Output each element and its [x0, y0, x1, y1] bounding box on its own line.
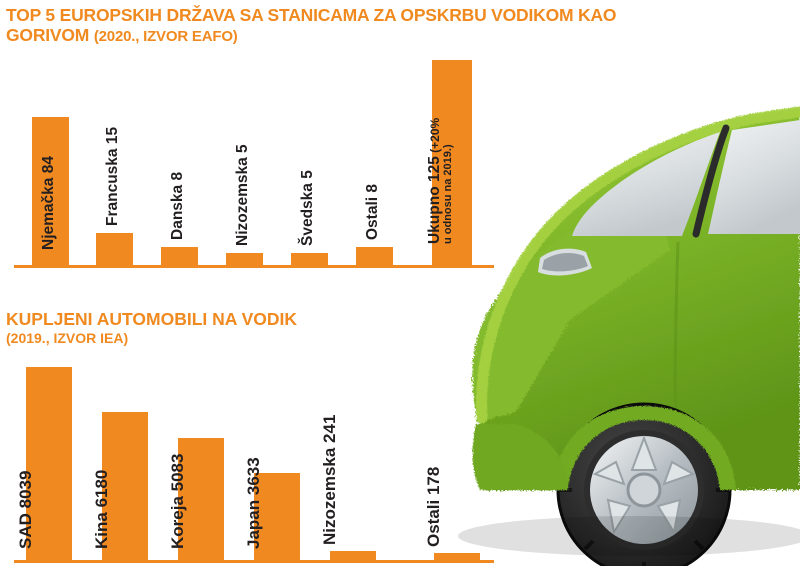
- chart1-label-nizozemska: Nizozemska 5: [234, 144, 251, 246]
- chart2-bar-nizozemska: [330, 551, 376, 560]
- chart2-source: (2019., IZVOR IEA): [6, 329, 129, 346]
- chart2-label-japan: Japan 3633: [244, 457, 263, 549]
- green-grass-car-illustration: [420, 20, 800, 566]
- chart2-label-ostali: Ostali 178: [424, 466, 443, 547]
- chart1-source: (2020., IZVOR EAFO): [93, 27, 238, 45]
- chart2-label-kina: Kina 6180: [92, 469, 111, 549]
- chart2-label-nizozemska: Nizozemska 241: [320, 414, 339, 545]
- chart1-label-njemacka: Njemačka 84: [40, 156, 57, 250]
- chart1-bar-francuska: [96, 233, 133, 265]
- chart1-bar-nizozemska: [226, 253, 263, 265]
- chart1-label-ukupno: Ukupno 125 (+20% u odnosu na 2019.): [425, 117, 454, 244]
- chart2-label-koreja: Koreja 5083: [168, 453, 187, 549]
- chart2-label-sad: SAD 8039: [16, 470, 35, 549]
- chart1-label-ostali: Ostali 8: [364, 183, 381, 240]
- chart1-bar-danska: [161, 247, 198, 265]
- chart1-bar-svedska: [291, 253, 328, 265]
- chart1-label-ukupno-note: u odnosu na 2019.): [441, 144, 454, 244]
- chart1-title: TOP 5 EUROPSKIH DRŽAVA SA STANICAMA ZA OPSKRBU VODIKOM KAO GORIVOM: [6, 5, 617, 45]
- chart2-title-block: [6, 310, 446, 346]
- chart2-title: KUPLJENI AUTOMOBILI NA VODIK: [6, 309, 298, 329]
- chart1-label-francuska: Francuska 15: [104, 126, 121, 226]
- chart1-label-svedska: Švedska 5: [299, 170, 316, 246]
- chart1-bar-ostali: [356, 247, 393, 265]
- chart1-label-danska: Danska 8: [169, 171, 186, 240]
